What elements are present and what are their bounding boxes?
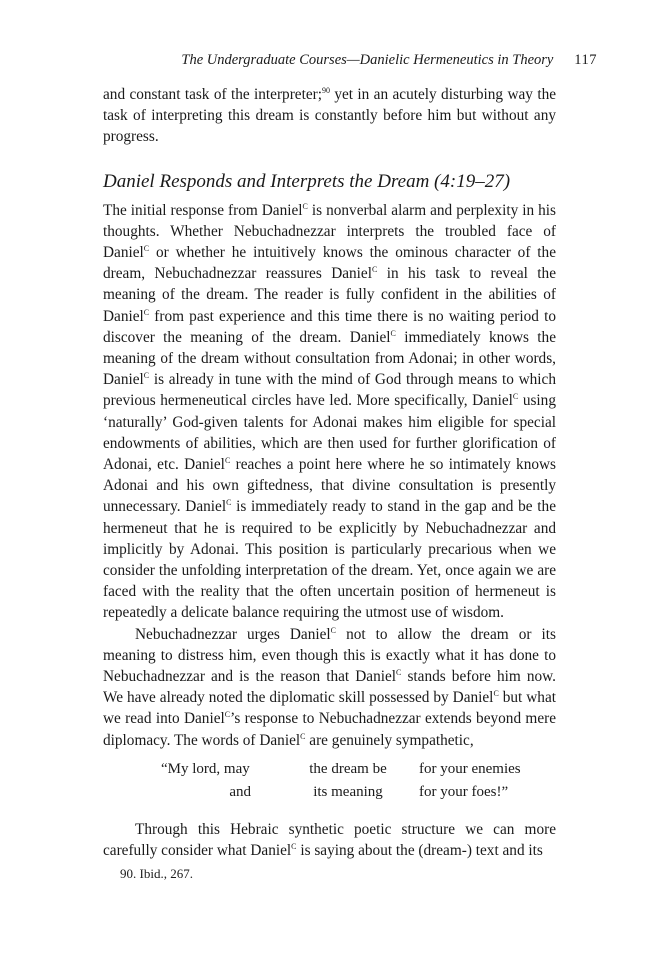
running-head [103,52,597,69]
opening-paragraph: and constant task of the interpreter;$^{90}$ yet in an acutely disturbing way the task of interpreting this dream is constantly before him but without any progress. [103,86,557,146]
page-number: 117 [574,52,597,68]
paragraph-3: Through this Hebraic synthetic poetic structure we can more carefully consider what Daniel$^C$ is saying about the (dream-) text and its [103,820,556,860]
poem-line1-col2: the dream be [309,760,387,777]
poem-line2-col2: its meaning [313,783,383,800]
paragraph-2: Nebuchadnezzar urges Daniel$^C$ not to allow the dream or its meaning to distress him, even though this is exactly what it has done to Nebuchadnezzar and is the reason that Daniel$^C$ stands before him now. We have already noted the diplomatic skill possessed by Daniel$^C$ but what we read into Daniel$^C$’s response to Nebuchadnezzar extends beyond mere diplomacy. The words of Daniel$^C$ are genuinely sympathetic, [103,625,557,749]
poem-line2-col3: for your foes!” [419,783,509,800]
paragraph-1: The initial response from Daniel$^C$ is nonverbal alarm and perplexity in his thoughts. Whether Nebuchadnezzar interprets the troubled face of Daniel$^C$ or whether he intuitively knows the ominous character of the dream, Nebuchadnezzar reassures Daniel$^C$ in his task to reveal the meaning of the dream. The reader is fully confident in the abilities of Daniel$^C$ from past experience and this time there is no waiting period to discover the meaning of the dream. Daniel$^C$ immediately knows the meaning of the dream without consultation from Adonai; in other words, Daniel$^C$ is already in tune with the mind of God through means to which previous hermeneutical circles have led. More specifically, Daniel$^C$ using ‘naturally’ God-given talents for Adonai makes him eligible for special endowments of abilities, which are then used for further glorification of Adonai, etc. Daniel$^C$ reaches a point here where he so intimately knows Adonai and his own giftedness, that divine consultation is presently unnecessary. Daniel$^C$ is immediately ready to stand in the gap and be the hermeneut that he is required to be explicitly by Nebuchadnezzar and implicitly by Adonai. This position is particularly precarious when we consider the unfolding interpretation of the dream. Yet, once again we are faced with the reality that the often uncertain position of hermeneut is repeatedly a delicate balance requiring the utmost use of wisdom. [103,201,556,622]
running-head-title: The Undergraduate Courses—Danielic Hermeneutics in Theory [181,52,554,68]
footnote [120,866,193,882]
footnote-number: 90. [120,866,137,881]
footnote-reference: 90 [321,86,330,95]
poem-line1-col3: for your enemies [419,760,521,777]
poem-line2-col1: and [229,783,251,800]
main-text [103,84,556,861]
section-heading: Daniel Responds and Interprets the Dream (4:19–27) [103,170,511,192]
poetic-quote [103,759,556,803]
footnote-text: Ibid., 267. [139,866,193,881]
poem-line1-col1: “My lord, may [161,760,250,777]
